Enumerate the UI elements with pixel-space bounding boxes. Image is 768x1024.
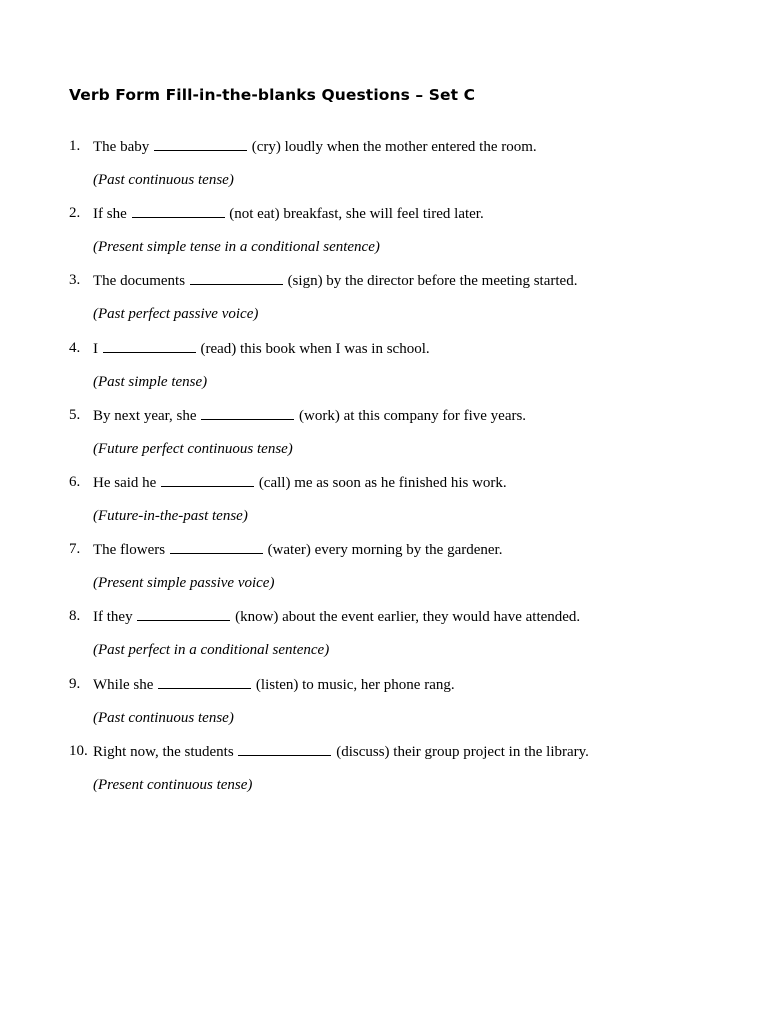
tense-hint: (Present simple passive voice) (93, 575, 275, 592)
tense-hint: (Present simple tense in a conditional sentence) (93, 239, 380, 256)
question-text-before: While she (93, 676, 154, 693)
question-number: 5. (69, 406, 81, 423)
question-item (69, 539, 749, 606)
answer-blank[interactable] (170, 539, 263, 554)
question-item (69, 405, 749, 472)
question-text-after: (sign) by the director before the meeting started. (287, 273, 578, 290)
tense-hint: (Past simple tense) (93, 373, 208, 390)
question-item (69, 203, 749, 270)
answer-blank[interactable] (154, 136, 247, 151)
tense-hint: (Future perfect continuous tense) (93, 440, 293, 457)
tense-hint: (Past perfect passive voice) (93, 306, 259, 323)
question-number: 7. (69, 541, 81, 558)
question-text (93, 539, 502, 560)
question-number: 4. (69, 339, 81, 356)
answer-blank[interactable] (161, 472, 254, 487)
question-item (69, 741, 749, 808)
answer-blank[interactable] (190, 270, 283, 285)
question-text (93, 741, 589, 762)
question-text (93, 405, 526, 426)
answer-blank[interactable] (103, 338, 196, 353)
question-item (69, 338, 749, 405)
answer-blank[interactable] (158, 674, 251, 689)
tense-hint: (Past continuous tense) (93, 709, 234, 726)
question-text-before: He said he (93, 474, 157, 491)
question-text-before: By next year, she (93, 407, 197, 424)
question-text-after: (read) this book when I was in school. (200, 340, 430, 357)
tense-hint: (Past continuous tense) (93, 172, 234, 188)
question-text (93, 136, 537, 157)
tense-hint: (Future-in-the-past tense) (93, 507, 248, 524)
answer-blank[interactable] (238, 741, 331, 756)
question-text-before: Right now, the students (93, 743, 234, 760)
question-text-after: (call) me as soon as he finished his work. (258, 474, 507, 491)
answer-blank[interactable] (201, 405, 294, 420)
question-number: 1. (69, 138, 81, 154)
question-item (69, 606, 749, 673)
tense-hint: (Past perfect in a conditional sentence) (93, 642, 330, 659)
question-text-after: (water) every morning by the gardener. (267, 542, 503, 559)
question-text-before: If they (93, 609, 133, 626)
tense-hint: (Present continuous tense) (93, 776, 253, 793)
question-text-after: (know) about the event earlier, they would have attended. (235, 609, 581, 626)
question-text (93, 606, 580, 627)
question-item (69, 472, 749, 539)
question-text-after: (discuss) their group project in the library. (336, 743, 589, 760)
question-text-before: If she (93, 206, 127, 223)
question-item (69, 136, 749, 203)
question-text (93, 472, 507, 493)
question-text (93, 270, 577, 291)
question-number: 10. (69, 742, 88, 759)
question-text-before: The documents (93, 273, 186, 290)
question-number: 3. (69, 272, 81, 289)
question-number: 6. (69, 473, 81, 490)
answer-blank[interactable] (132, 203, 225, 218)
question-text (93, 338, 430, 359)
question-number: 9. (69, 675, 81, 692)
question-text-before: The flowers (93, 542, 166, 559)
answer-blank[interactable] (137, 606, 230, 621)
question-item (69, 270, 749, 337)
worksheet-title: Verb Form Fill-in-the-blanks Questions – Set C (69, 86, 476, 104)
question-item (69, 674, 749, 741)
question-number: 2. (69, 205, 81, 222)
question-text-after: (listen) to music, her phone rang. (255, 676, 455, 693)
question-text-after: (work) at this company for five years. (299, 407, 527, 424)
question-text (93, 203, 484, 224)
question-text-after: (not eat) breakfast, she will feel tired later. (229, 206, 484, 223)
question-list (69, 136, 749, 808)
question-number: 8. (69, 608, 81, 625)
question-text-before: The baby (93, 139, 150, 155)
question-text (93, 674, 455, 695)
question-text-after: (cry) loudly when the mother entered the room. (251, 139, 537, 155)
question-text-before: I (93, 340, 98, 357)
